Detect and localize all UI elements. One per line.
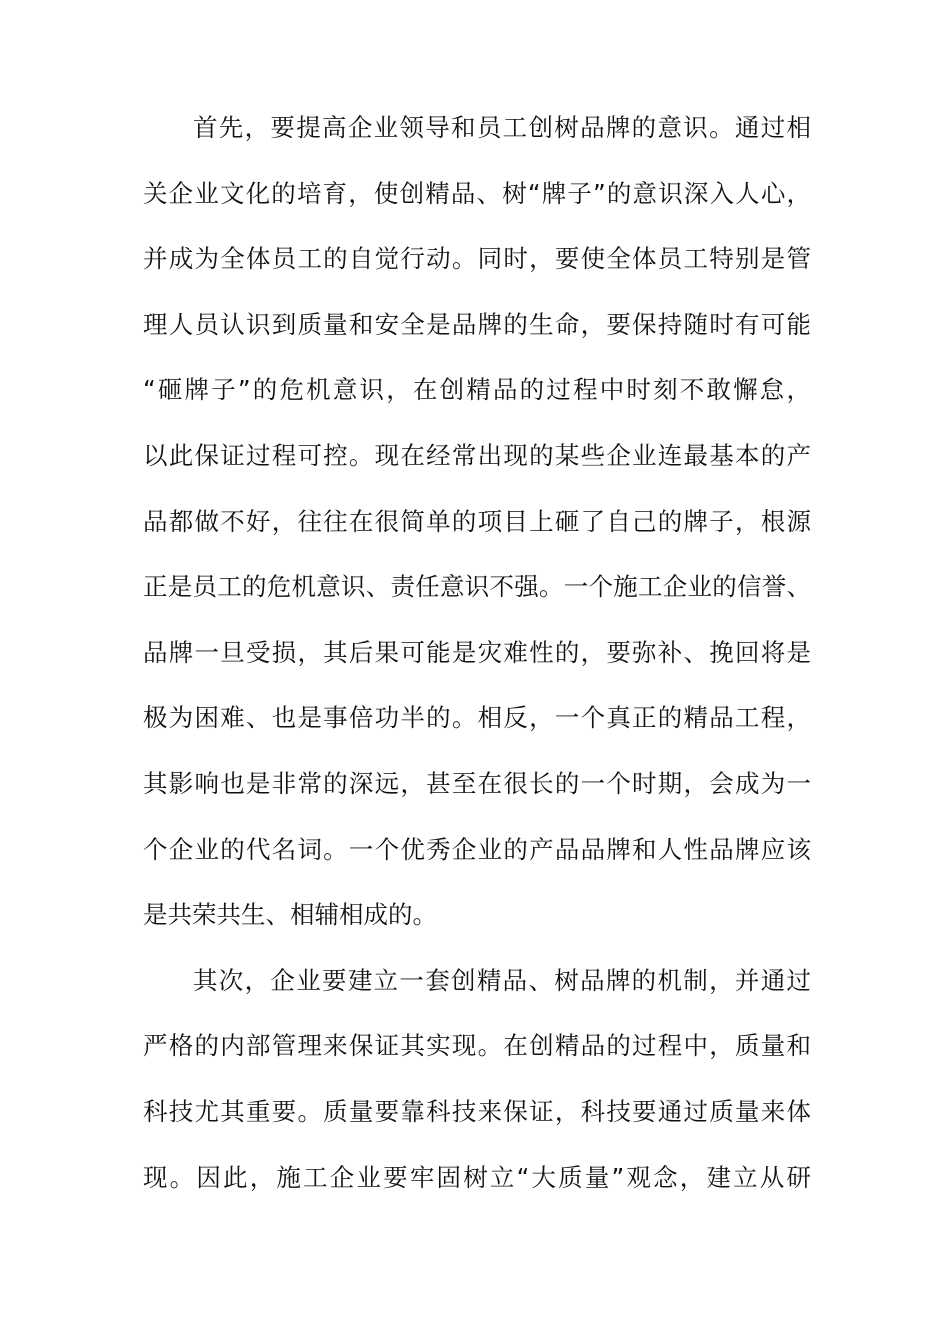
paragraph-line: 关企业文化的培育，使创精品、树“牌子”的意识深入人心， [143, 178, 811, 208]
document-body [143, 95, 811, 1210]
paragraph-line: 现。因此，施工企业要牢固树立“大质量”观念，建立从研 [143, 1162, 811, 1192]
paragraph-line: 首先，要提高企业领导和员工创树品牌的意识。通过相 [193, 113, 811, 142]
paragraph-line: 其次，企业要建立一套创精品、树品牌的机制，并通过 [193, 965, 811, 995]
paragraph-line: 是共荣共生、相辅相成的。 [143, 900, 437, 930]
paragraph-line: 正是员工的危机意识、责任意识不强。一个施工企业的信誉、 [143, 572, 811, 602]
paragraph-line: 严格的内部管理来保证其实现。在创精品的过程中，质量和 [143, 1031, 811, 1061]
paragraph-line: 品牌一旦受损，其后果可能是灾难性的，要弥补、挽回将是 [143, 637, 811, 667]
paragraph-line: 以此保证过程可控。现在经常出现的某些企业连最基本的产 [143, 440, 811, 470]
paragraph-line: 理人员认识到质量和安全是品牌的生命，要保持随时有可能 [143, 309, 811, 339]
paragraph-line: “砸牌子”的危机意识，在创精品的过程中时刻不敢懈怠， [143, 375, 811, 405]
paragraph-line: 科技尤其重要。质量要靠科技来保证，科技要通过质量来体 [143, 1096, 811, 1126]
paragraph-line: 品都做不好，往往在很简单的项目上砸了自己的牌子，根源 [143, 506, 811, 536]
paragraph-line: 其影响也是非常的深远，甚至在很长的一个时期，会成为一 [143, 768, 811, 798]
paragraph-line: 极为困难、也是事倍功半的。相反，一个真正的精品工程， [143, 703, 811, 733]
paragraph-line: 并成为全体员工的自觉行动。同时，要使全体员工特别是管 [143, 244, 811, 274]
paragraph-line: 个企业的代名词。一个优秀企业的产品品牌和人性品牌应该 [143, 834, 811, 864]
